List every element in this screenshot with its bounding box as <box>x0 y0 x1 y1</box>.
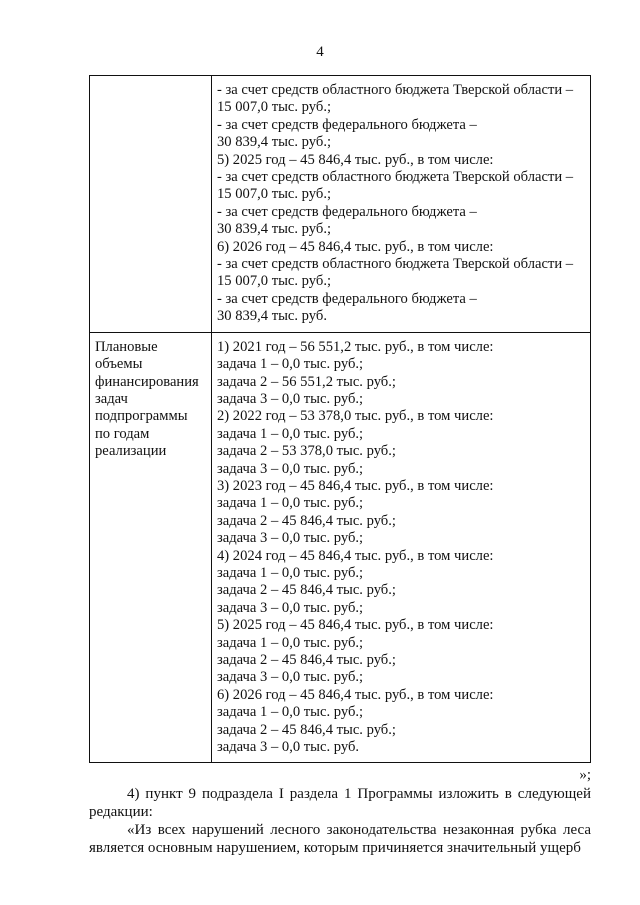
table-row <box>90 76 591 333</box>
table-row <box>90 332 591 763</box>
row1-line: 15 007,0 тыс. руб.; <box>217 186 332 203</box>
row2-line: 3) 2023 год – 45 846,4 тыс. руб., в том числе: <box>217 477 494 494</box>
row1-line: 5) 2025 год – 45 846,4 тыс. руб., в том числе: <box>217 151 494 168</box>
financing-table <box>89 75 591 763</box>
row1-line: - за счет средств федерального бюджета – <box>217 203 477 220</box>
row1-content-cell <box>212 76 591 333</box>
row2-line: задача 1 – 0,0 тыс. руб.; <box>217 634 364 651</box>
row2-line: задача 1 – 0,0 тыс. руб.; <box>217 564 364 581</box>
row2-line: задача 2 – 45 846,4 тыс. руб.; <box>217 652 396 668</box>
row2-label-line: подпрограммы <box>95 408 188 425</box>
row2-line: задача 3 – 0,0 тыс. руб.; <box>217 530 364 547</box>
row2-line: задача 2 – 56 551,2 тыс. руб.; <box>217 373 396 390</box>
row2-line: задача 1 – 0,0 тыс. руб.; <box>217 704 364 721</box>
row2-line: задача 3 – 0,0 тыс. руб.; <box>217 460 364 477</box>
row2-content-cell <box>212 332 591 763</box>
row1-line: - за счет средств областного бюджета Тверской области – <box>217 169 574 186</box>
row1-line: - за счет средств федерального бюджета – <box>217 116 477 133</box>
row2-line: задача 2 – 45 846,4 тыс. руб.; <box>217 721 396 738</box>
row1-line: 30 839,4 тыс. руб. <box>217 308 327 325</box>
row2-line: задача 3 – 0,0 тыс. руб.; <box>217 669 364 686</box>
row2-line: 6) 2026 год – 45 846,4 тыс. руб., в том числе: <box>217 686 494 703</box>
row2-line: задача 3 – 0,0 тыс. руб. <box>217 739 360 756</box>
row1-line: - за счет средств областного бюджета Тверской области – <box>217 256 574 273</box>
row2-line: задача 2 – 53 378,0 тыс. руб.; <box>217 443 396 460</box>
row2-label-line: реализации <box>95 443 167 460</box>
row2-line: 1) 2021 год – 56 551,2 тыс. руб., в том числе: <box>217 338 494 355</box>
row1-label-cell <box>90 76 212 333</box>
row2-line: 5) 2025 год – 45 846,4 тыс. руб., в том числе: <box>217 617 494 634</box>
row1-line: 15 007,0 тыс. руб.; <box>217 273 332 290</box>
row2-line: задача 1 – 0,0 тыс. руб.; <box>217 495 364 512</box>
row2-line: задача 3 – 0,0 тыс. руб.; <box>217 390 364 407</box>
row2-label-line: задач <box>95 390 128 407</box>
row2-line: задача 2 – 45 846,4 тыс. руб.; <box>217 512 396 529</box>
amendment-paragraph: 4) пункт 9 подраздела I раздела 1 Программы изложить в следующей редакции: <box>89 786 591 820</box>
row2-line: задача 2 – 45 846,4 тыс. руб.; <box>217 582 396 599</box>
row1-line: - за счет средств федерального бюджета – <box>217 290 477 307</box>
row2-label-cell <box>90 332 212 763</box>
row1-line: - за счет средств областного бюджета Тверской области – <box>217 82 574 98</box>
row2-line: 4) 2024 год – 45 846,4 тыс. руб., в том числе: <box>217 547 494 564</box>
row2-label-line: объемы <box>95 356 143 373</box>
row2-line: задача 1 – 0,0 тыс. руб.; <box>217 425 364 442</box>
row1-line: 30 839,4 тыс. руб.; <box>217 134 332 151</box>
row2-label-line: по годам <box>95 425 150 442</box>
closing-quote: »; <box>579 767 591 783</box>
row1-line: 6) 2026 год – 45 846,4 тыс. руб., в том числе: <box>217 238 494 255</box>
row2-line: 2) 2022 год – 53 378,0 тыс. руб., в том числе: <box>217 408 494 425</box>
row1-line: 30 839,4 тыс. руб.; <box>217 221 332 238</box>
row2-line: задача 3 – 0,0 тыс. руб.; <box>217 599 364 616</box>
row2-label-line: Плановые <box>95 338 158 355</box>
row1-line: 15 007,0 тыс. руб.; <box>217 99 332 116</box>
page-number: 4 <box>316 44 324 60</box>
row2-line: задача 1 – 0,0 тыс. руб.; <box>217 356 364 373</box>
quoted-text-paragraph: «Из всех нарушений лесного законодательства незаконная рубка леса является основным нарушением, которым причиняется значительный ущерб <box>89 822 591 856</box>
row2-label-line: финансирования <box>95 373 199 390</box>
